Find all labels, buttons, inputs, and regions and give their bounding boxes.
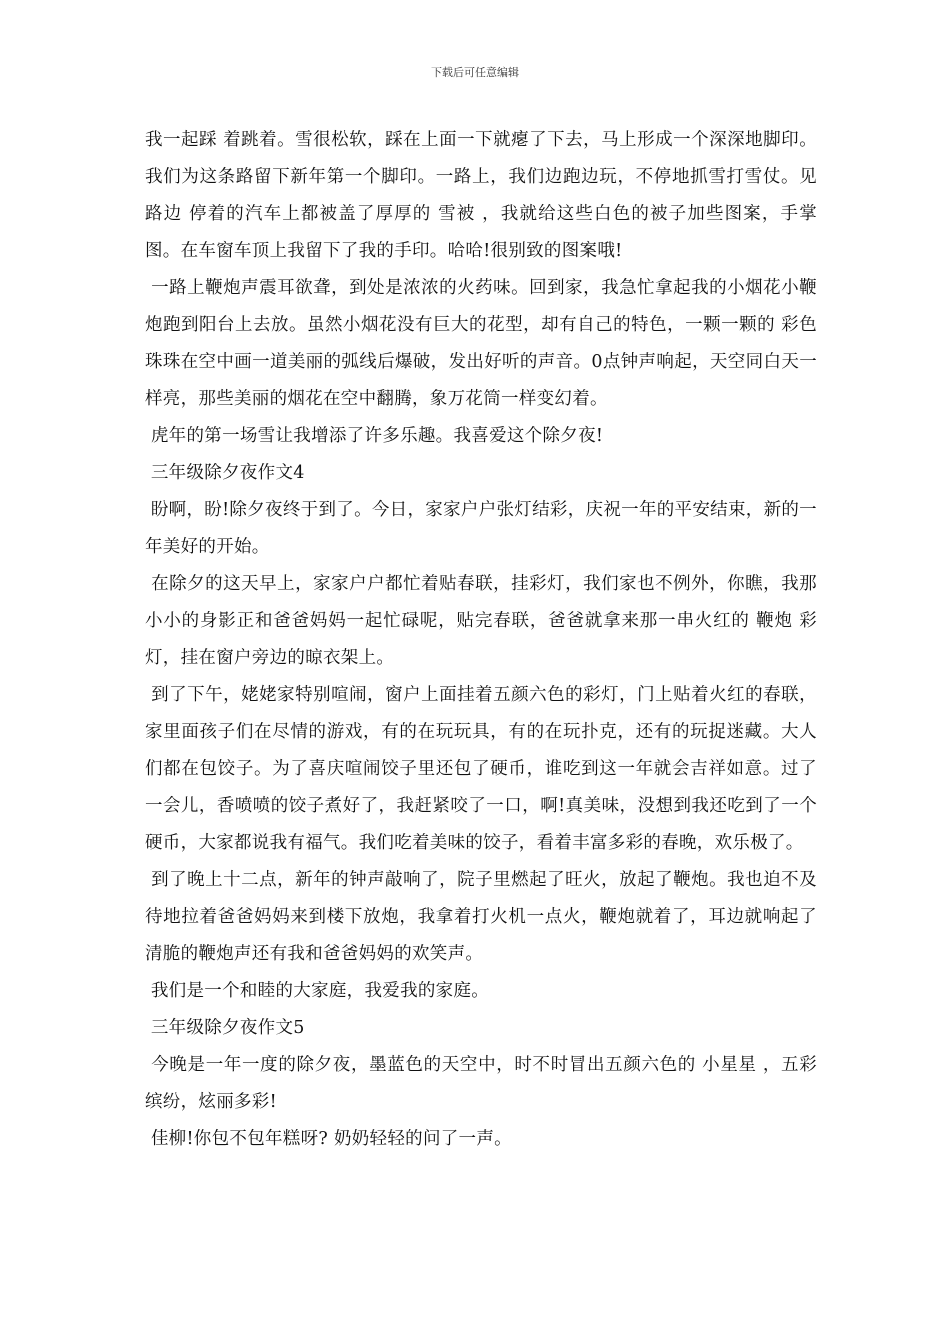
paragraph-8: 我们是一个和睦的大家庭，我爱我的家庭。	[145, 981, 490, 1001]
section-heading-5: 三年级除夕夜作文5	[145, 1018, 305, 1038]
paragraph-6: 到了下午，姥姥家特别喧闹，窗户上面挂着五颜六色的彩灯，门上贴着火红的春联，家里面孩子们在尽情的游戏，有的在玩玩具，有的在玩扑克，还有的玩捉迷藏。大人们都在包饺子。为了喜庆喧闹饺子里还包了硬币，谁吃到这一年就会吉祥如意。过了一会儿，香喷喷的饺子煮好了，我赶紧咬了一口，啊!真美味，没想到我还吃到了一个硬币，大家都说我有福气。我们吃着美味的饺子，看着丰富多彩的春晚，欢乐极了。	[145, 685, 817, 853]
paragraph-9: 今晚是一年一度的除夕夜，墨蓝色的天空中，时不时冒出五颜六色的 小星星 ，五彩缤纷，炫丽多彩!	[145, 1055, 817, 1112]
paragraph-1: 我一起踩 着跳着。雪很松软，踩在上面一下就瘪了下去，马上形成一个深深地脚印。我们为这条路留下新年第一个脚印。一路上，我们边跑边玩，不停地抓雪打雪仗。见路边 停着的汽车上都被盖了厚厚的 雪被 ，我就给这些白色的被子加些图案，手掌图。在车窗车顶上我留下了我的手印。哈哈!很别致的图案哦!	[145, 130, 817, 261]
page-header: 下载后可任意编辑	[431, 66, 519, 79]
paragraph-5: 在除夕的这天早上，家家户户都忙着贴春联，挂彩灯，我们家也不例外，你瞧，我那小小的身影正和爸爸妈妈一起忙碌呢，贴完春联，爸爸就拿来那一串火红的 鞭炮 彩灯，挂在窗户旁边的晾衣架上。	[145, 574, 817, 668]
paragraph-2: 一路上鞭炮声震耳欲聋，到处是浓浓的火药味。回到家，我急忙拿起我的小烟花小鞭炮跑到阳台上去放。虽然小烟花没有巨大的花型，却有自己的特色，一颗一颗的 彩色珠珠在空中画一道美丽的弧线后爆破，发出好听的声音。0点钟声响起，天空同白天一样亮，那些美丽的烟花在空中翻腾，象万花筒一样变幻着。	[145, 278, 817, 409]
section-heading-4: 三年级除夕夜作文4	[145, 463, 305, 483]
paragraph-3: 虎年的第一场雪让我增添了许多乐趣。我喜爱这个除夕夜!	[145, 426, 604, 446]
paragraph-10: 佳柳!你包不包年糕呀? 奶奶轻轻的问了一声。	[145, 1129, 512, 1149]
document-body	[145, 122, 817, 1158]
paragraph-4: 盼啊，盼!除夕夜终于到了。今日，家家户户张灯结彩，庆祝一年的平安结束，新的一年美好的开始。	[145, 500, 817, 557]
paragraph-7: 到了晚上十二点，新年的钟声敲响了，院子里燃起了旺火，放起了鞭炮。我也迫不及待地拉着爸爸妈妈来到楼下放炮，我拿着打火机一点火，鞭炮就着了，耳边就响起了清脆的鞭炮声还有我和爸爸妈妈的欢笑声。	[145, 870, 817, 964]
